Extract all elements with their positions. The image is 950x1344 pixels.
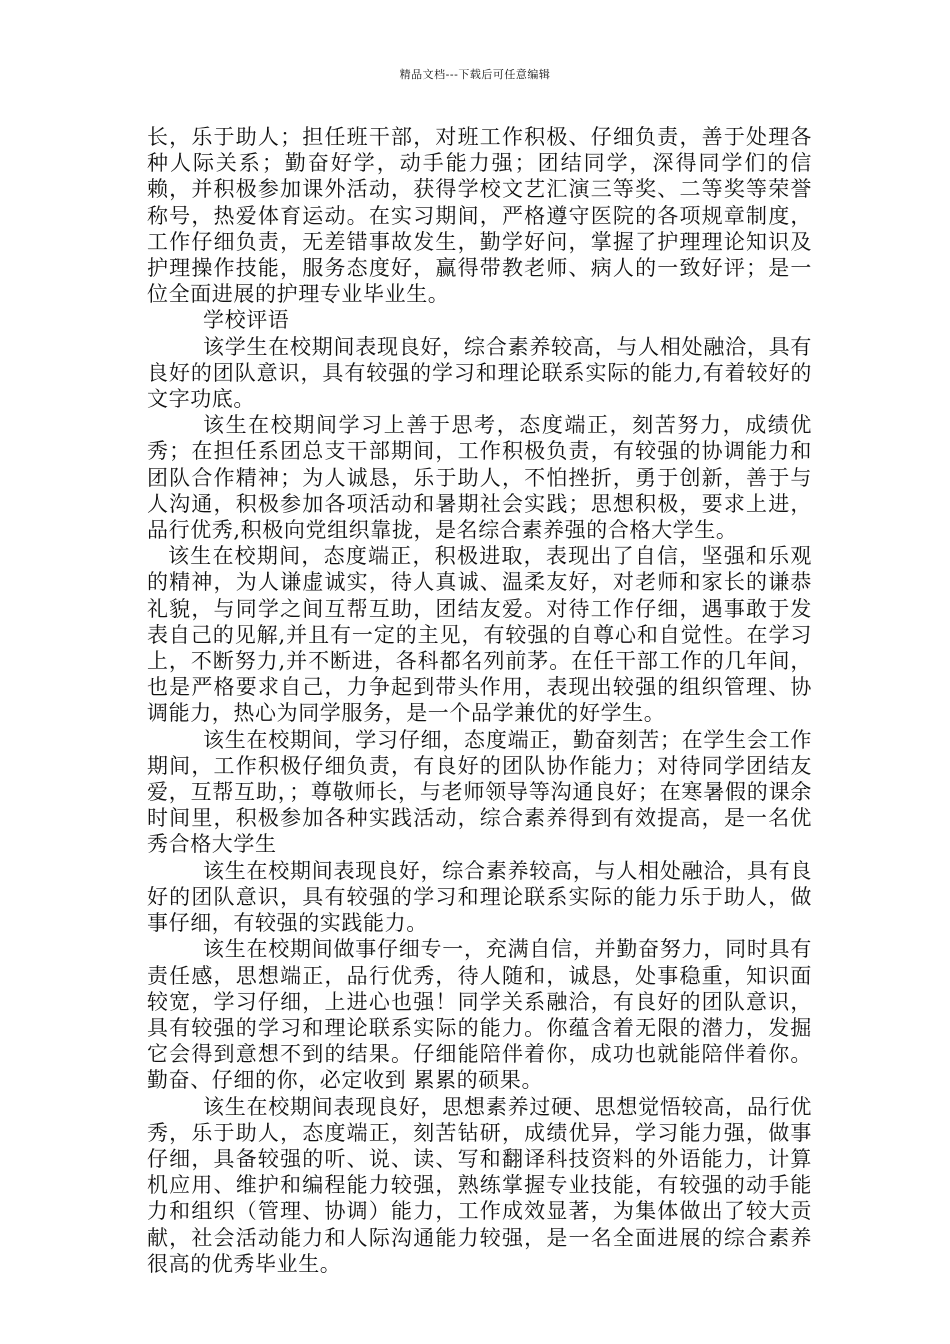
page-header: 精品文档---下载后可任意编辑	[399, 68, 551, 81]
paragraph-comment-2: 该生在校期间学习上善于思考，态度端正，刻苦努力，成绩优秀；在担任系团总支干部期间，工作积极负责，有较强的协调能力和团队合作精神；为人诚恳，乐于助人，不怕挫折，勇于创新，善于与人沟通，积极参加各项活动和暑期社会实践；思想积极，要求上进，品行优秀,积极向党组织靠拢，是名综合素养强的合格大学生。	[147, 413, 812, 543]
paragraph-intro: 长，乐于助人；担任班干部，对班工作积极、仔细负责，善于处理各种人际关系；勤奋好学，动手能力强；团结同学，深得同学们的信赖，并积极参加课外活动，获得学校文艺汇演三等奖、二等奖等荣誉称号，热爱体育运动。在实习期间，严格遵守医院的各项规章制度，工作仔细负责，无差错事故发生，勤学好问，掌握了护理理论知识及护理操作技能，服务态度好，赢得带教老师、病人的一致好评；是一位全面进展的护理专业毕业生。	[147, 125, 812, 307]
section-heading-school-comment: 学校评语	[203, 308, 290, 333]
paragraph-comment-5: 该生在校期间表现良好，综合素养较高，与人相处融洽，具有良好的团队意识，具有较强的学习和理论联系实际的能力乐于助人，做事仔细，有较强的实践能力。	[147, 858, 812, 936]
document-body	[147, 124, 812, 1277]
paragraph-comment-4: 该生在校期间，学习仔细，态度端正，勤奋刻苦；在学生会工作期间，工作积极仔细负责，有良好的团队协作能力；对待同学团结友爱，互帮互助，；尊敬师长，与老师领导等沟通良好；在寒暑假的课余时间里，积极参加各种实践活动，综合素养得到有效提高，是一名优秀合格大学生	[147, 727, 812, 857]
paragraph-comment-7: 该生在校期间表现良好，思想素养过硬、思想觉悟较高，品行优秀，乐于助人，态度端正，刻苦钻研，成绩优异，学习能力强，做事仔细，具备较强的听、说、读、写和翻译科技资料的外语能力，计算机应用、维护和编程能力较强，熟练掌握专业技能，有较强的动手能力和组织（管理、协调）能力，工作成效显著，为集体做出了较大贡献，社会活动能力和人际沟通能力较强，是一名全面进展的综合素养很高的优秀毕业生。	[147, 1094, 812, 1276]
paragraph-comment-6: 该生在校期间做事仔细专一，充满自信，并勤奋努力，同时具有责任感，思想端正，品行优秀，待人随和，诚恳，处事稳重，知识面较宽，学习仔细，上进心也强！同学关系融洽，有良好的团队意识，具有较强的学习和理论联系实际的能力。你蕴含着无限的潜力，发掘它会得到意想不到的结果。仔细能陪伴着你，成功也就能陪伴着你。勤奋、仔细的你，必定收到 累累的硕果。	[147, 937, 812, 1093]
paragraph-comment-1: 该学生在校期间表现良好，综合素养较高，与人相处融洽，具有良好的团队意识，具有较强的学习和理论联系实际的能力,有着较好的文字功底。	[147, 334, 812, 412]
paragraph-comment-3: 该生在校期间，态度端正，积极进取，表现出了自信，坚强和乐观的精神，为人谦虚诚实，待人真诚、温柔友好，对老师和家长的谦恭礼貌，与同学之间互帮互助，团结友爱。对待工作仔细，遇事敢于发表自己的见解,并且有一定的主见，有较强的自尊心和自觉性。在学习上，不断努力,并不断进，各科都名列前茅。在任干部工作的几年间，也是严格要求自己，力争起到带头作用，表现出较强的组织管理、协调能力，热心为同学服务，是一个品学兼优的好学生。	[147, 544, 812, 726]
